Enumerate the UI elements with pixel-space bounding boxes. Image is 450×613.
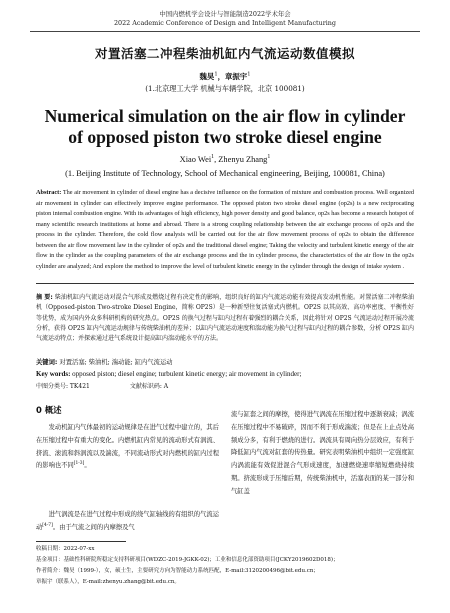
body-paragraph-right: 流与缸套之间的摩擦，使得进气涡流在压缩过程中逐渐衰减；涡流在压缩过程中不易破碎，因而不利于形成湍流；但是在上止点处高频成分多，有利于燃烧的进行。涡流具有周向热分层效应，有利于降低缸内气流对缸套的传热量。研究表明柴油机中组织一定强度缸内涡流能有效促进混合气形成速度，加速燃烧速率缩短燃烧持续期。挤流形成于压缩后期，传统柴油机中，活塞表面的某一部分和气缸盖 bbox=[231, 411, 414, 495]
affiliation-zh: (1.北京理工大学 机械与车辆学院，北京 100081) bbox=[145, 84, 305, 93]
abstract-zh bbox=[36, 293, 414, 344]
abstract-en bbox=[36, 188, 414, 272]
header-rule bbox=[30, 31, 420, 32]
abstract-zh-label: 摘 要: bbox=[36, 294, 53, 301]
authors-zh: 魏昊$^1$，章振宇$^1$ bbox=[199, 71, 251, 81]
footnote-received: 收稿日期：2022-07-xx bbox=[36, 546, 95, 552]
section-heading: 0 概述 bbox=[36, 405, 62, 415]
affiliation-en: (1. Beijing Institute of Technology, School of Mechanical engineering, Beijing, 100081, China) bbox=[65, 169, 385, 178]
footnote-rule bbox=[36, 541, 126, 542]
clc-number: 中图分类号: TK421 bbox=[36, 383, 90, 390]
footnote-funding: 基金项目：基础性科研院所稳定支持科研项目(WDZC-2019-JGKK-02)；工业和信息化部资助项目(JCKY2019602D018)； bbox=[36, 557, 339, 563]
keywords-en: Key words: opposed piston; diesel engine; turbulent kinetic energy; air movement in cylinder; bbox=[36, 370, 302, 378]
header-line-zh: 中国内燃机学会设计与智能制造2022学术年会 bbox=[159, 10, 291, 18]
abstract-en-text: The air movement in cylinder of diesel engine has a decisive influence on the formation of mixture and combustion process. Well organized air movement in cylinder can effectively improve engine performance. The opposed piston two stroke diesel engine (op2s) is a new reciprocating piston internal combustion engine. With its advantages of high efficiency, high power density and good balance, op2s has become a research hotspot of many scientific research institutions at home and abroad. There is a strong coupling relationship between the air exchange process of op2s and the process in the cylinder. Therefore, the cold flow analysis will be carried out for the air flow movement process of op2s to obtain the difference between the air flow movement law in the cylinder of op2s and the traditional diesel engine; Taking the velocity and turbulent kinetic energy of the air flow in the cylinder as the coupling parameters of the air exchange process and the in cylinder process, the characteristics of the air flow in the op2s cylinder are analyzed; And explore the method to improve the level of turbulent kinetic energy in the cylinder through the design of intake system . bbox=[36, 189, 415, 270]
doc-code: 文献标识码: A bbox=[129, 383, 169, 390]
authors-en: Xiao Wei$^1$, Zhenyu Zhang$^1$ bbox=[179, 154, 271, 164]
title-zh: 对置活塞二冲程柴油机缸内气流运动数值模拟 bbox=[94, 46, 355, 61]
body-paragraph-1: 发动机缸内气体最初的运动规律是在进气过程中建立的，其后在压缩过程中有重大的变化。内燃机缸内常见的流动形式有涡流、挤流、滚流和斜涡流以及湍流，不同流动形式对内燃机的缸内过程的影响也不同[1-3]。 bbox=[36, 424, 219, 470]
header-line-en: 2022 Academic Conference of Design and Intelligent Manufacturing bbox=[113, 19, 337, 27]
footnote-author: 作者简介：魏昊（1999-），女，硕士生，主要研究方向为智能动力系统匹配，E-mail:3120200496@bit.edu.cn； bbox=[36, 568, 319, 574]
keywords-zh: 关键词: 对置活塞; 柴油机; 湍动能; 缸内气流运动 bbox=[36, 359, 173, 366]
body-paragraph-2: 进气涡流是在进气过程中形成的绕气缸轴线的有组织的气流运动[4-7]。由于气流之间的内摩擦及气 bbox=[36, 511, 219, 531]
abstract-separator bbox=[36, 283, 414, 284]
title-en: Numerical simulation on the air flow in cylinder of opposed piston two stroke diesel engine bbox=[44, 106, 406, 147]
classification bbox=[36, 381, 414, 390]
footnote-contact: 章振宇（联系人），E-mail:zhenyu.zhang@bit.edu.cn。 bbox=[36, 579, 180, 585]
running-header bbox=[0, 10, 450, 28]
abstract-zh-text: 柴油机缸内气流运动对混合气形成及燃烧过程有决定性的影响，组织良好的缸内气流运动能有效提高发动机性能。对置活塞二冲程柴油机（Opposed-piston Two-stroke Diesel Engine，简称 OP2S）是一种新型往复活塞式内燃机。OP2S 以其高效、高功率密度、平衡性好等优势，成为国内外众多科研机构的研究热点。OP2S 的换气过程与缸内过程有着强烈的耦合关系，因此将针对 OP2S 气流运动过程开展冷流分析，获得 OP2S 缸内气流运动规律与传统柴油机的差异；以缸内气流运动速度和湍动能为换气过程与缸内过程的耦合参数，分析 OP2S 缸内气流运动特点；并探索通过进气系统设计提高缸内湍动能水平的方法。 bbox=[36, 294, 414, 343]
abstract-en-label: Abstract: bbox=[36, 189, 62, 196]
